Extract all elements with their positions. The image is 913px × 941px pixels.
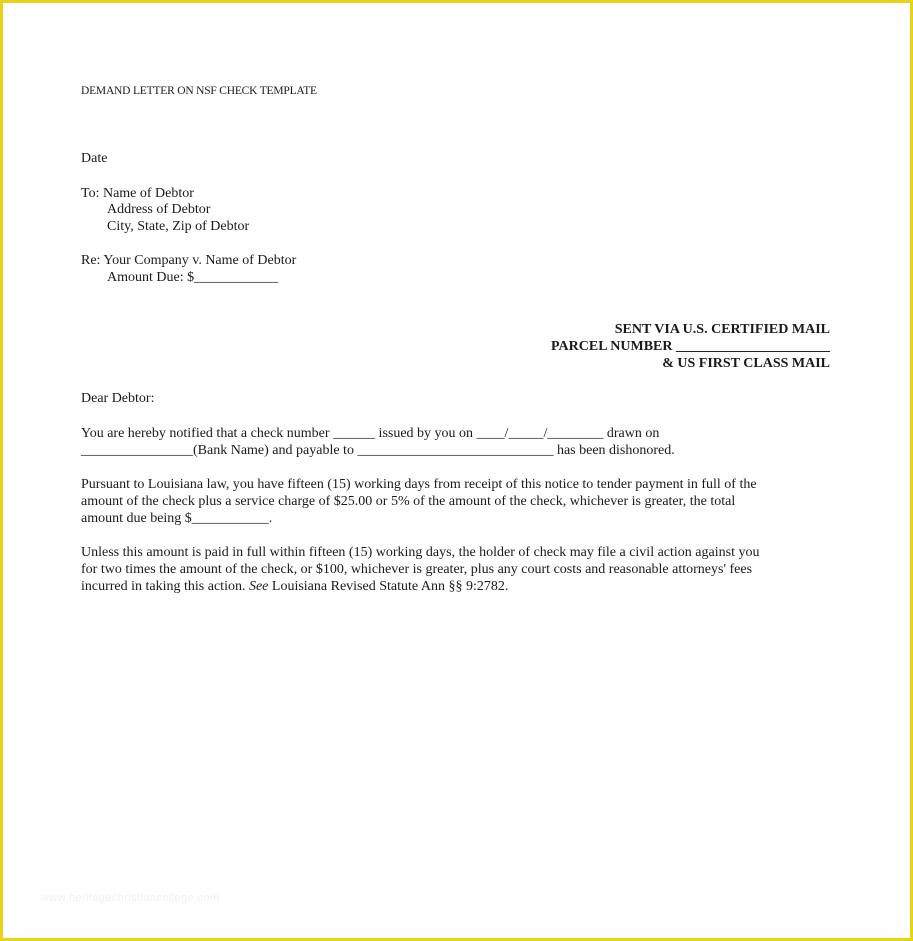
- watermark: www.heritagechristiancollege.com: [41, 892, 220, 904]
- recipient-address: Address of Debtor: [107, 202, 211, 217]
- statute-see: See: [248, 579, 269, 594]
- law-line: amount of the check plus a service charge of $25.00 or 5% of the amount of the check, whichever is greater, the total: [81, 494, 736, 509]
- law-line: amount due being $___________.: [81, 511, 273, 526]
- mailing-first-class: & US FIRST CLASS MAIL: [662, 356, 830, 371]
- date-label: Date: [81, 151, 108, 166]
- mailing-certified: SENT VIA U.S. CERTIFIED MAIL: [614, 322, 830, 337]
- recipient-city: City, State, Zip of Debtor: [107, 219, 250, 234]
- recipient-name: To: Name of Debtor: [81, 186, 194, 201]
- law-line: Pursuant to Louisiana law, you have fifteen (15) working days from receipt of this notice to tender payment in full of the: [81, 477, 757, 492]
- civil-line: for two times the amount of the check, or $100, whichever is greater, plus any court costs and reasonable attorneys' fees: [81, 562, 753, 577]
- amount-due-line: Amount Due: $____________: [107, 270, 279, 285]
- salutation: Dear Debtor:: [81, 391, 155, 406]
- notice-paragraph: [81, 425, 841, 459]
- mailing-parcel-number: PARCEL NUMBER ______________________: [551, 339, 830, 354]
- re-line: Re: Your Company v. Name of Debtor: [81, 253, 297, 268]
- civil-line: Unless this amount is paid in full within fifteen (15) working days, the holder of check may file a civil action against you: [81, 545, 760, 560]
- civil-action-paragraph: [81, 544, 841, 595]
- notice-line: ________________(Bank Name) and payable to ____________________________ has been dishonored.: [81, 443, 675, 458]
- document-title: DEMAND LETTER ON NSF CHECK TEMPLATE: [81, 85, 317, 97]
- statute-citation: Louisiana Revised Statute Ann §§ 9:2782.: [268, 579, 509, 594]
- notice-line: You are hereby notified that a check number ______ issued by you on ____/_____/________ drawn on: [81, 426, 660, 441]
- louisiana-law-paragraph: [81, 476, 841, 527]
- civil-line: [81, 578, 841, 595]
- civil-line-start: incurred in taking this action.: [81, 579, 249, 594]
